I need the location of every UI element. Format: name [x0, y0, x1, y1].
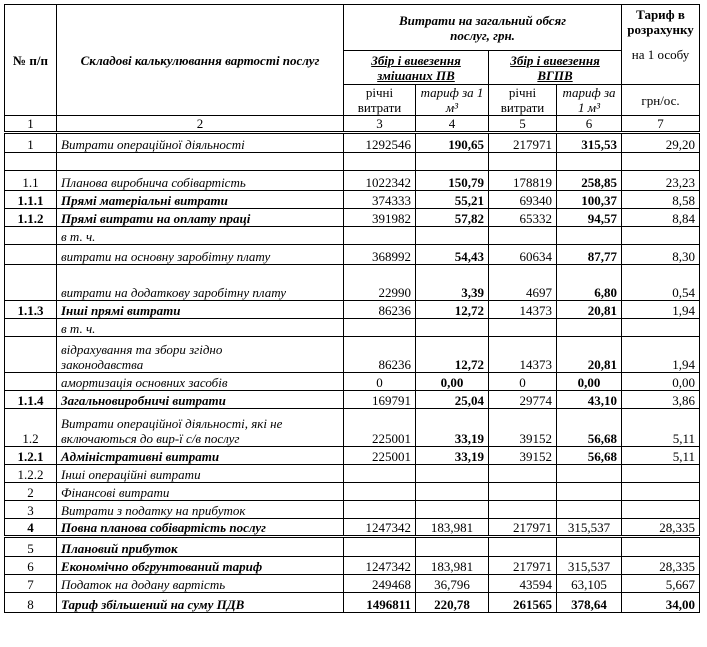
- tariff-mixed-value: 33,19: [416, 409, 489, 447]
- row-number: [5, 373, 57, 391]
- row-number: 1.1.4: [5, 391, 57, 409]
- tariff-mixed-value: [416, 501, 489, 519]
- table-row: [5, 209, 700, 227]
- annual-mixed-value: [344, 227, 416, 245]
- tariff-mixed-value: [416, 537, 489, 557]
- tariff-mixed-value: 150,79: [416, 171, 489, 191]
- annual-mixed-value: 86236: [344, 301, 416, 319]
- tariff-vgpv-value: 258,85: [557, 171, 622, 191]
- annual-vgpv-value: 178819: [489, 171, 557, 191]
- header-tariff-m3-vgpv: тариф за 1 м³: [557, 85, 622, 116]
- annual-vgpv-value: 39152: [489, 447, 557, 465]
- annual-vgpv-value: 14373: [489, 337, 557, 373]
- row-label: Прямі витрати на оплату праці: [57, 209, 344, 227]
- row-label: Фінансові витрати: [57, 483, 344, 501]
- per-person-value: 0,00: [622, 373, 700, 391]
- annual-vgpv-value: 217971: [489, 557, 557, 575]
- table-row: [5, 575, 700, 593]
- col-number: 4: [416, 116, 489, 133]
- row-number: [5, 153, 57, 171]
- header-cost-components: Складові калькулювання вартості послуг: [57, 5, 344, 116]
- tariff-mixed-value: [416, 153, 489, 171]
- row-number: [5, 245, 57, 265]
- annual-mixed-value: [344, 483, 416, 501]
- annual-vgpv-value: 65332: [489, 209, 557, 227]
- table-row: [5, 245, 700, 265]
- annual-mixed-value: 1247342: [344, 519, 416, 537]
- tariff-vgpv-value: 315,53: [557, 133, 622, 153]
- table-row: [5, 593, 700, 613]
- row-label: Прямі матеріальні витрати: [57, 191, 344, 209]
- table-row: [5, 557, 700, 575]
- tariff-vgpv-value: 87,77: [557, 245, 622, 265]
- tariff-mixed-value: 220,78: [416, 593, 489, 613]
- tariff-vgpv-value: [557, 227, 622, 245]
- annual-mixed-value: [344, 465, 416, 483]
- header-annual-mixed: річні витрати: [344, 85, 416, 116]
- table-row: [5, 373, 700, 391]
- annual-vgpv-value: [489, 537, 557, 557]
- row-label: Інші прямі витрати: [57, 301, 344, 319]
- annual-mixed-value: 1247342: [344, 557, 416, 575]
- table-row: [5, 447, 700, 465]
- per-person-value: [622, 537, 700, 557]
- header-tariff-label: Тариф в розрахунку: [627, 7, 694, 37]
- tariff-mixed-value: [416, 227, 489, 245]
- annual-mixed-value: 225001: [344, 447, 416, 465]
- per-person-value: 5,11: [622, 447, 700, 465]
- row-label: в т. ч.: [57, 319, 344, 337]
- row-label: в т. ч.: [57, 227, 344, 245]
- annual-mixed-value: 1496811: [344, 593, 416, 613]
- annual-mixed-value: [344, 537, 416, 557]
- tariff-vgpv-value: [557, 465, 622, 483]
- row-number: 1.1.1: [5, 191, 57, 209]
- per-person-value: 5,667: [622, 575, 700, 593]
- annual-mixed-value: 391982: [344, 209, 416, 227]
- tariff-mixed-value: 0,00: [416, 373, 489, 391]
- table-row: [5, 301, 700, 319]
- header-costs-total: Витрати на загальний обсяг послуг, грн.: [344, 5, 622, 51]
- annual-vgpv-value: 60634: [489, 245, 557, 265]
- per-person-value: 29,20: [622, 133, 700, 153]
- row-number: 1.2: [5, 409, 57, 447]
- col-number: 1: [5, 116, 57, 133]
- per-person-value: 1,94: [622, 301, 700, 319]
- tariff-mixed-value: 25,04: [416, 391, 489, 409]
- annual-mixed-value: 22990: [344, 265, 416, 301]
- annual-vgpv-value: [489, 483, 557, 501]
- tariff-vgpv-value: 56,68: [557, 409, 622, 447]
- per-person-value: [622, 153, 700, 171]
- row-number: 8: [5, 593, 57, 613]
- tariff-vgpv-value: 63,105: [557, 575, 622, 593]
- row-number: 1.1.3: [5, 301, 57, 319]
- row-label: Тариф збільшений на суму ПДВ: [57, 593, 344, 613]
- annual-mixed-value: [344, 153, 416, 171]
- per-person-value: [622, 483, 700, 501]
- row-number: 6: [5, 557, 57, 575]
- row-number: 3: [5, 501, 57, 519]
- tariff-vgpv-value: 315,537: [557, 519, 622, 537]
- header-tariff: [622, 5, 700, 85]
- row-label: Інші операційні витрати: [57, 465, 344, 483]
- per-person-value: 28,335: [622, 557, 700, 575]
- col-number: 2: [57, 116, 344, 133]
- tariff-mixed-value: 183,981: [416, 557, 489, 575]
- row-label: витрати на додаткову заробітну плату: [57, 265, 344, 301]
- annual-vgpv-value: 217971: [489, 133, 557, 153]
- row-number: [5, 265, 57, 301]
- annual-vgpv-value: 4697: [489, 265, 557, 301]
- per-person-value: 0,54: [622, 265, 700, 301]
- table-row: [5, 319, 700, 337]
- table-row: [5, 537, 700, 557]
- table-row: [5, 465, 700, 483]
- col-number: 3: [344, 116, 416, 133]
- tariff-mixed-value: 57,82: [416, 209, 489, 227]
- tariff-vgpv-value: 94,57: [557, 209, 622, 227]
- tariff-mixed-value: 12,72: [416, 301, 489, 319]
- table-row: [5, 227, 700, 245]
- annual-mixed-value: 86236: [344, 337, 416, 373]
- row-number: 1.2.2: [5, 465, 57, 483]
- per-person-value: 34,00: [622, 593, 700, 613]
- tariff-calculation-table: [4, 4, 700, 613]
- table-row: [5, 501, 700, 519]
- per-person-value: 8,84: [622, 209, 700, 227]
- annual-vgpv-value: [489, 153, 557, 171]
- table-row: [5, 191, 700, 209]
- header-row-number: № п/п: [5, 5, 57, 116]
- row-number: 4: [5, 519, 57, 537]
- tariff-mixed-value: [416, 465, 489, 483]
- tariff-mixed-value: 190,65: [416, 133, 489, 153]
- table-row: [5, 171, 700, 191]
- tariff-vgpv-value: [557, 319, 622, 337]
- annual-mixed-value: 1292546: [344, 133, 416, 153]
- per-person-value: 28,335: [622, 519, 700, 537]
- tariff-vgpv-value: 20,81: [557, 337, 622, 373]
- tariff-vgpv-value: 315,537: [557, 557, 622, 575]
- annual-vgpv-value: [489, 227, 557, 245]
- row-label: витрати на основну заробітну плату: [57, 245, 344, 265]
- row-label: Планова виробнича собівартість: [57, 171, 344, 191]
- table-row: [5, 483, 700, 501]
- annual-mixed-value: [344, 501, 416, 519]
- header-vgpv: Збір і вивезення ВГПВ: [489, 51, 622, 85]
- col-number: 6: [557, 116, 622, 133]
- annual-mixed-value: 374333: [344, 191, 416, 209]
- row-number: 1.1: [5, 171, 57, 191]
- row-label: Податок на додану вартість: [57, 575, 344, 593]
- row-label: [57, 153, 344, 171]
- tariff-vgpv-value: [557, 501, 622, 519]
- annual-mixed-value: 169791: [344, 391, 416, 409]
- row-label: Адміністративні витрати: [57, 447, 344, 465]
- tariff-vgpv-value: 56,68: [557, 447, 622, 465]
- annual-mixed-value: [344, 319, 416, 337]
- annual-vgpv-value: 261565: [489, 593, 557, 613]
- row-number: [5, 227, 57, 245]
- annual-vgpv-value: 43594: [489, 575, 557, 593]
- table-row: [5, 519, 700, 537]
- document-page: [4, 4, 700, 613]
- table-row: [5, 337, 700, 373]
- annual-vgpv-value: 69340: [489, 191, 557, 209]
- annual-vgpv-value: 14373: [489, 301, 557, 319]
- per-person-value: [622, 465, 700, 483]
- header-annual-vgpv: річні витрати: [489, 85, 557, 116]
- per-person-value: 8,58: [622, 191, 700, 209]
- annual-vgpv-value: [489, 465, 557, 483]
- row-number: 1.2.1: [5, 447, 57, 465]
- row-label: відрахування та збори згідно законодавства: [57, 337, 344, 373]
- row-label: Витрати операційної діяльності, які не включаються до вир-ї с/в послуг: [57, 409, 344, 447]
- row-label: амортизація основних засобів: [57, 373, 344, 391]
- col-number: 5: [489, 116, 557, 133]
- tariff-mixed-value: 33,19: [416, 447, 489, 465]
- row-number: [5, 337, 57, 373]
- table-row: [5, 391, 700, 409]
- tariff-vgpv-value: 378,64: [557, 593, 622, 613]
- row-number: 2: [5, 483, 57, 501]
- row-number: [5, 319, 57, 337]
- col-number: 7: [622, 116, 700, 133]
- per-person-value: 5,11: [622, 409, 700, 447]
- row-label: Повна планова собівартість послуг: [57, 519, 344, 537]
- row-number: 1: [5, 133, 57, 153]
- per-person-value: 23,23: [622, 171, 700, 191]
- tariff-vgpv-value: 20,81: [557, 301, 622, 319]
- per-person-value: 3,86: [622, 391, 700, 409]
- per-person-value: 8,30: [622, 245, 700, 265]
- per-person-value: [622, 501, 700, 519]
- table-row: [5, 265, 700, 301]
- annual-vgpv-value: [489, 319, 557, 337]
- tariff-vgpv-value: 6,80: [557, 265, 622, 301]
- annual-mixed-value: 225001: [344, 409, 416, 447]
- annual-vgpv-value: 29774: [489, 391, 557, 409]
- tariff-vgpv-value: [557, 153, 622, 171]
- row-label: Плановий прибуток: [57, 537, 344, 557]
- row-number: 7: [5, 575, 57, 593]
- tariff-mixed-value: 54,43: [416, 245, 489, 265]
- header-mixed-waste: Збір і вивезення змішаних ПВ: [344, 51, 489, 85]
- row-label: Витрати операційної діяльності: [57, 133, 344, 153]
- annual-vgpv-value: [489, 501, 557, 519]
- annual-mixed-value: 0: [344, 373, 416, 391]
- tariff-mixed-value: 36,796: [416, 575, 489, 593]
- row-number: 5: [5, 537, 57, 557]
- annual-vgpv-value: 217971: [489, 519, 557, 537]
- header-tariff-m3-mixed: тариф за 1 м³: [416, 85, 489, 116]
- tariff-mixed-value: [416, 319, 489, 337]
- tariff-vgpv-value: [557, 483, 622, 501]
- annual-vgpv-value: 39152: [489, 409, 557, 447]
- tariff-mixed-value: 3,39: [416, 265, 489, 301]
- row-label: Витрати з податку на прибуток: [57, 501, 344, 519]
- tariff-vgpv-value: [557, 537, 622, 557]
- row-label: Загальновиробничі витрати: [57, 391, 344, 409]
- table-row: [5, 409, 700, 447]
- table-row: [5, 153, 700, 171]
- tariff-mixed-value: 55,21: [416, 191, 489, 209]
- annual-vgpv-value: 0: [489, 373, 557, 391]
- tariff-mixed-value: 183,981: [416, 519, 489, 537]
- table-row: [5, 133, 700, 153]
- annual-mixed-value: 249468: [344, 575, 416, 593]
- header-per-person: на 1 особу: [631, 47, 690, 62]
- header-unit: грн/ос.: [622, 85, 700, 116]
- row-label: Економічно обгрунтований тариф: [57, 557, 344, 575]
- tariff-vgpv-value: 100,37: [557, 191, 622, 209]
- per-person-value: [622, 227, 700, 245]
- annual-mixed-value: 368992: [344, 245, 416, 265]
- per-person-value: [622, 319, 700, 337]
- tariff-vgpv-value: 0,00: [557, 373, 622, 391]
- tariff-mixed-value: 12,72: [416, 337, 489, 373]
- annual-mixed-value: 1022342: [344, 171, 416, 191]
- tariff-vgpv-value: 43,10: [557, 391, 622, 409]
- row-number: 1.1.2: [5, 209, 57, 227]
- per-person-value: 1,94: [622, 337, 700, 373]
- tariff-mixed-value: [416, 483, 489, 501]
